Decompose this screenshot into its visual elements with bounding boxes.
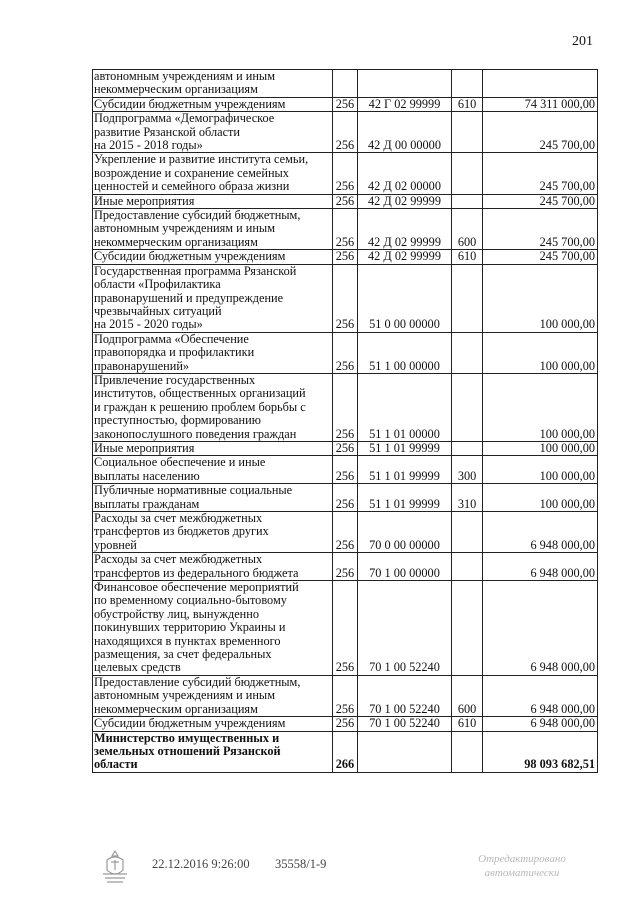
table-row xyxy=(93,70,598,98)
row-name-text: Предоставление субсидий бюджетным, автономным учреждениям и иным некоммерческим организациям xyxy=(94,674,301,716)
row-expense-type-cell xyxy=(452,484,483,512)
row-code-text: 266 xyxy=(335,757,355,772)
row-expense-type-cell xyxy=(452,97,483,111)
row-code-cell xyxy=(333,717,358,731)
row-amount-cell xyxy=(483,209,598,250)
row-target-article-text: 70 1 00 52240 xyxy=(369,701,440,716)
row-code-cell xyxy=(333,194,358,208)
row-code-cell xyxy=(333,581,358,676)
row-amount-cell xyxy=(483,731,598,772)
row-code-cell xyxy=(333,512,358,553)
row-target-article-text: 70 1 00 52240 xyxy=(369,716,440,731)
coat-of-arms-icon xyxy=(97,848,133,888)
row-name-cell xyxy=(93,675,333,716)
row-name-cell xyxy=(93,112,333,153)
row-expense-type-text: 600 xyxy=(457,234,477,249)
row-target-article-cell xyxy=(357,194,451,208)
row-expense-type-cell xyxy=(452,512,483,553)
row-name-text: Подпрограмма «Обеспечение правопорядка и профилактики правонарушений» xyxy=(94,331,255,373)
row-name-text: Публичные нормативные социальные выплаты гражданам xyxy=(94,483,293,511)
row-amount-text: 6 948 000,00 xyxy=(530,660,595,675)
table-row xyxy=(93,194,598,208)
row-expense-type-cell xyxy=(452,112,483,153)
table-row xyxy=(93,250,598,264)
row-expense-type-cell xyxy=(452,209,483,250)
row-target-article-cell xyxy=(357,70,451,98)
row-target-article-cell xyxy=(357,97,451,111)
row-name-text: Иные мероприятия xyxy=(94,193,195,208)
row-target-article-text: 42 Д 02 99999 xyxy=(368,234,441,249)
row-code-cell xyxy=(333,675,358,716)
row-name-text: Финансовое обеспечение мероприятий по временному социально-бытовому обустройству лиц, вынужденно покинувших территорию Украины и находящихся в пунктах временного размещения, за счет федеральных целевых средств xyxy=(94,580,299,675)
row-target-article-text: 42 Г 02 99999 xyxy=(368,96,441,111)
footer-date: 22.12.2016 9:26:00 xyxy=(152,857,250,871)
row-expense-type-cell xyxy=(452,250,483,264)
row-name-text: Министерство имущественных и земельных отношений Рязанской области xyxy=(94,730,281,772)
row-amount-text: 100 000,00 xyxy=(539,496,595,511)
row-amount-text: 245 700,00 xyxy=(539,193,595,208)
row-target-article-cell xyxy=(357,553,451,581)
row-target-article-cell xyxy=(357,153,451,194)
row-target-article-text: 42 Д 02 00000 xyxy=(368,179,441,194)
row-expense-type-cell xyxy=(452,731,483,772)
row-name-cell xyxy=(93,373,333,441)
row-name-cell xyxy=(93,731,333,772)
row-code-text: 256 xyxy=(335,496,355,511)
row-name-cell xyxy=(93,581,333,676)
row-expense-type-cell xyxy=(452,332,483,373)
row-name-cell xyxy=(93,717,333,731)
row-expense-type-cell xyxy=(452,717,483,731)
row-code-cell xyxy=(333,484,358,512)
budget-table xyxy=(92,69,598,773)
row-target-article-text: 51 0 00 00000 xyxy=(369,317,440,332)
row-name-cell xyxy=(93,209,333,250)
row-expense-type-cell xyxy=(452,441,483,455)
row-amount-text: 6 948 000,00 xyxy=(530,716,595,731)
row-name-text: Субсидии бюджетным учреждениям xyxy=(94,96,286,111)
table-row xyxy=(93,512,598,553)
row-amount-cell xyxy=(483,717,598,731)
budget-table-body xyxy=(93,70,598,773)
row-code-cell xyxy=(333,250,358,264)
row-name-cell xyxy=(93,484,333,512)
table-row xyxy=(93,97,598,111)
row-target-article-cell xyxy=(357,332,451,373)
row-name-text: Социальное обеспечение и иные выплаты населению xyxy=(94,455,266,483)
row-expense-type-cell xyxy=(452,153,483,194)
row-amount-cell xyxy=(483,512,598,553)
row-code-text: 256 xyxy=(335,537,355,552)
row-target-article-cell xyxy=(357,456,451,484)
row-code-text: 256 xyxy=(335,440,355,455)
row-target-article-cell xyxy=(357,264,451,332)
row-code-cell xyxy=(333,112,358,153)
row-code-text: 256 xyxy=(335,193,355,208)
row-code-text: 256 xyxy=(335,660,355,675)
table-row xyxy=(93,112,598,153)
row-target-article-text: 42 Д 02 99999 xyxy=(368,249,441,264)
row-name-cell xyxy=(93,332,333,373)
row-name-cell xyxy=(93,97,333,111)
row-amount-cell xyxy=(483,441,598,455)
row-amount-text: 74 311 000,00 xyxy=(524,96,595,111)
row-amount-cell xyxy=(483,70,598,98)
row-code-text: 256 xyxy=(335,234,355,249)
row-name-text: Иные мероприятия xyxy=(94,440,195,455)
row-name-text: Государственная программа Рязанской области «Профилактика правонарушений и предупреждение чрезвычайных ситуаций на 2015 - 2020 годы» xyxy=(94,263,297,332)
row-expense-type-cell xyxy=(452,264,483,332)
row-amount-text: 98 093 682,51 xyxy=(524,757,595,772)
table-row xyxy=(93,675,598,716)
row-target-article-cell xyxy=(357,512,451,553)
row-amount-cell xyxy=(483,264,598,332)
watermark-stamp: Отредактировано автоматически xyxy=(478,853,566,879)
row-amount-cell xyxy=(483,112,598,153)
row-target-article-cell xyxy=(357,250,451,264)
row-amount-cell xyxy=(483,484,598,512)
row-code-text: 256 xyxy=(335,317,355,332)
row-name-cell xyxy=(93,456,333,484)
row-code-text: 256 xyxy=(335,716,355,731)
row-amount-text: 100 000,00 xyxy=(539,317,595,332)
table-row xyxy=(93,484,598,512)
row-target-article-cell xyxy=(357,209,451,250)
row-expense-type-cell xyxy=(452,373,483,441)
row-code-cell xyxy=(333,153,358,194)
row-expense-type-cell xyxy=(452,675,483,716)
row-expense-type-text: 610 xyxy=(457,96,477,111)
row-code-text: 256 xyxy=(335,358,355,373)
row-expense-type-text: 600 xyxy=(457,701,477,716)
row-expense-type-text: 610 xyxy=(457,249,477,264)
row-name-text: Предоставление субсидий бюджетным, автономным учреждениям и иным некоммерческим организациям xyxy=(94,208,301,249)
row-amount-cell xyxy=(483,194,598,208)
row-amount-cell xyxy=(483,456,598,484)
row-name-text: Укрепление и развитие института семьи, возрождение и сохранение семейных ценностей и семейного образа жизни xyxy=(94,152,309,194)
row-amount-text: 6 948 000,00 xyxy=(530,565,595,580)
row-code-text: 256 xyxy=(335,249,355,264)
row-code-cell xyxy=(333,553,358,581)
row-code-cell xyxy=(333,97,358,111)
row-name-text: Подпрограмма «Демографическое развитие Рязанской области на 2015 - 2018 годы» xyxy=(94,111,275,153)
row-name-cell xyxy=(93,553,333,581)
row-name-text: автономным учреждениям и иным некоммерческим организациям xyxy=(94,69,275,97)
row-target-article-text: 51 1 01 99999 xyxy=(369,440,440,455)
row-expense-type-text: 610 xyxy=(457,716,477,731)
row-amount-cell xyxy=(483,97,598,111)
row-name-cell xyxy=(93,441,333,455)
row-target-article-cell xyxy=(357,112,451,153)
row-target-article-text: 51 1 00 00000 xyxy=(369,358,440,373)
row-amount-text: 245 700,00 xyxy=(539,179,595,194)
row-amount-text: 100 000,00 xyxy=(539,440,595,455)
row-code-text: 256 xyxy=(335,138,355,153)
row-name-cell xyxy=(93,70,333,98)
row-code-cell xyxy=(333,373,358,441)
table-row xyxy=(93,264,598,332)
row-amount-cell xyxy=(483,675,598,716)
row-target-article-cell xyxy=(357,731,451,772)
table-row xyxy=(93,373,598,441)
table-row xyxy=(93,731,598,772)
row-target-article-text: 51 1 01 99999 xyxy=(369,496,440,511)
table-row xyxy=(93,581,598,676)
row-amount-text: 100 000,00 xyxy=(539,358,595,373)
row-expense-type-cell xyxy=(452,194,483,208)
row-amount-cell xyxy=(483,153,598,194)
table-row xyxy=(93,717,598,731)
row-target-article-text: 42 Д 00 00000 xyxy=(368,138,441,153)
row-code-cell xyxy=(333,332,358,373)
row-name-cell xyxy=(93,512,333,553)
row-expense-type-cell xyxy=(452,456,483,484)
table-row xyxy=(93,456,598,484)
row-name-text: Расходы за счет межбюджетных трансфертов из федерального бюджета xyxy=(94,552,299,580)
row-name-text: Привлечение государственных институтов, общественных организаций и граждан к решению проблем борьбы с преступностью, формированию законопослушного поведения граждан xyxy=(94,372,306,441)
row-code-cell xyxy=(333,209,358,250)
row-code-text: 256 xyxy=(335,565,355,580)
row-amount-cell xyxy=(483,373,598,441)
row-code-text: 256 xyxy=(335,96,355,111)
table-row xyxy=(93,441,598,455)
row-name-cell xyxy=(93,250,333,264)
row-name-text: Расходы за счет межбюджетных трансфертов из бюджетов других уровней xyxy=(94,511,269,552)
row-target-article-cell xyxy=(357,484,451,512)
row-code-text: 256 xyxy=(335,701,355,716)
row-amount-text: 6 948 000,00 xyxy=(530,701,595,716)
row-amount-text: 100 000,00 xyxy=(539,426,595,441)
row-expense-type-cell xyxy=(452,70,483,98)
row-target-article-cell xyxy=(357,441,451,455)
row-amount-text: 100 000,00 xyxy=(539,468,595,483)
row-expense-type-text: 300 xyxy=(457,468,477,483)
footer-doc-number: 35558/1-9 xyxy=(275,857,327,871)
page-number: 201 xyxy=(572,34,593,49)
row-target-article-text: 70 1 00 52240 xyxy=(369,660,440,675)
row-amount-cell xyxy=(483,553,598,581)
row-code-cell xyxy=(333,264,358,332)
table-row xyxy=(93,209,598,250)
row-amount-text: 6 948 000,00 xyxy=(530,537,595,552)
row-name-cell xyxy=(93,153,333,194)
row-amount-cell xyxy=(483,250,598,264)
row-name-text: Субсидии бюджетным учреждениям xyxy=(94,249,286,264)
row-amount-cell xyxy=(483,332,598,373)
row-target-article-text: 42 Д 02 99999 xyxy=(368,193,441,208)
row-name-cell xyxy=(93,194,333,208)
row-amount-cell xyxy=(483,581,598,676)
row-target-article-cell xyxy=(357,675,451,716)
row-target-article-text: 70 1 00 00000 xyxy=(369,565,440,580)
table-row xyxy=(93,332,598,373)
row-code-cell xyxy=(333,731,358,772)
row-expense-type-text: 310 xyxy=(457,496,477,511)
table-row xyxy=(93,153,598,194)
row-expense-type-cell xyxy=(452,581,483,676)
row-amount-text: 245 700,00 xyxy=(539,249,595,264)
row-code-text: 256 xyxy=(335,426,355,441)
row-target-article-text: 51 1 01 00000 xyxy=(369,426,440,441)
row-target-article-text: 51 1 01 99999 xyxy=(369,468,440,483)
row-target-article-cell xyxy=(357,373,451,441)
row-code-text: 256 xyxy=(335,468,355,483)
row-target-article-text: 70 0 00 00000 xyxy=(369,537,440,552)
row-expense-type-cell xyxy=(452,553,483,581)
row-name-text: Субсидии бюджетным учреждениям xyxy=(94,716,286,731)
row-amount-text: 245 700,00 xyxy=(539,138,595,153)
row-code-text: 256 xyxy=(335,179,355,194)
row-target-article-cell xyxy=(357,717,451,731)
row-code-cell xyxy=(333,70,358,98)
row-target-article-cell xyxy=(357,581,451,676)
row-code-cell xyxy=(333,441,358,455)
row-amount-text: 245 700,00 xyxy=(539,234,595,249)
row-code-cell xyxy=(333,456,358,484)
row-name-cell xyxy=(93,264,333,332)
table-row xyxy=(93,553,598,581)
